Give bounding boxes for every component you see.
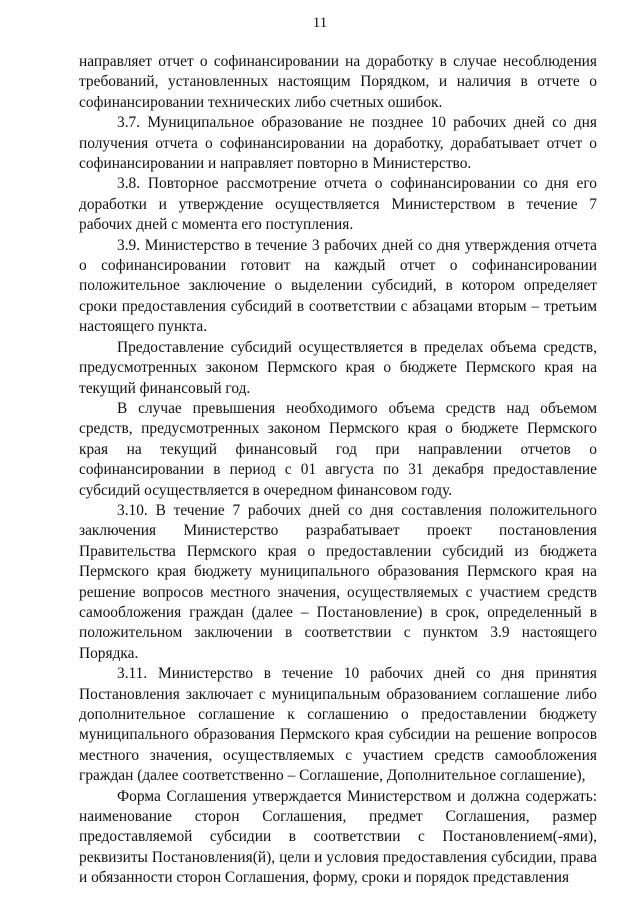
paragraph-3-9-excess: В случае превышения необходимого объема средств над объемом средств, предусмотренных законом Пермского края о бюджете Пермского края на текущий финансовый год при направлении отчетов о софинансировании в период с 01 августа по 31 декабря предоставление субсидий осуществляется в очередном финансовом году. xyxy=(79,399,597,499)
paragraph-3-7: 3.7. Муниципальное образование не позднее 10 рабочих дней со дня получения отчета о софинансировании на доработку, дорабатывает отчет о софинансировании и направляет повторно в Министерство. xyxy=(79,114,597,173)
paragraph-3-11: 3.11. Министерство в течение 10 рабочих дней со дня принятия Постановления заключает с муниципальным образованием соглашение либо дополнительное соглашение к соглашению о предоставлении бюджету муниципального образования Пермского края субсидии на решение вопросов местного значения, осуществляемых с участием средств самообложения граждан (далее соответственно – Соглашение, Дополнительное соглашение), xyxy=(79,665,597,785)
paragraph-3-8: 3.8. Повторное рассмотрение отчета о софинансировании со дня его доработки и утверждение осуществляется Министерством в течение 7 рабочих дней с момента его поступления. xyxy=(79,175,597,234)
paragraph-3-9: 3.9. Министерство в течение 3 рабочих дней со дня утверждения отчета о софинансировании готовит на каждый отчет о софинансировании положительное заключение о выделении субсидий, в котором определяет сроки предоставления субсидий в соответствии с абзацами вторым – третьим настоящего пункта. xyxy=(79,236,597,336)
paragraph-3-10: 3.10. В течение 7 рабочих дней со дня составления положительного заключения Министерство разрабатывает проект постановления Правительства Пермского края о предоставлении субсидий из бюджета Пермского края бюджету муниципального образования Пермского края на решение вопросов местного значения, осуществляемых с участием средств самообложения граждан (далее – Постановление) в срок, определенный в положительном заключении в соответствии с пунктом 3.9 настоящего Порядка. xyxy=(79,501,597,662)
page-number: 11 xyxy=(312,15,328,31)
paragraph-3-11-agreement-form: Форма Соглашения утверждается Министерством и должна содержать: наименование сторон Соглашения, предмет Соглашения, размер предоставляемой субсидии в соответствии с Постановлением(-ями), реквизиты Постановления(й), цели и условия предоставления субсидии, права и обязанности сторон Соглашения, форму, сроки и порядок представления xyxy=(79,787,597,887)
document-body xyxy=(79,52,597,889)
paragraph-continuation: направляет отчет о софинансировании на доработку в случае несоблюдения требований, установленных настоящим Порядком, и наличия в отчете о софинансировании технических либо счетных ошибок. xyxy=(79,53,597,111)
paragraph-3-9-funding: Предоставление субсидий осуществляется в пределах объема средств, предусмотренных законом Пермского края о бюджете Пермского края на текущий финансовый год. xyxy=(79,338,597,397)
